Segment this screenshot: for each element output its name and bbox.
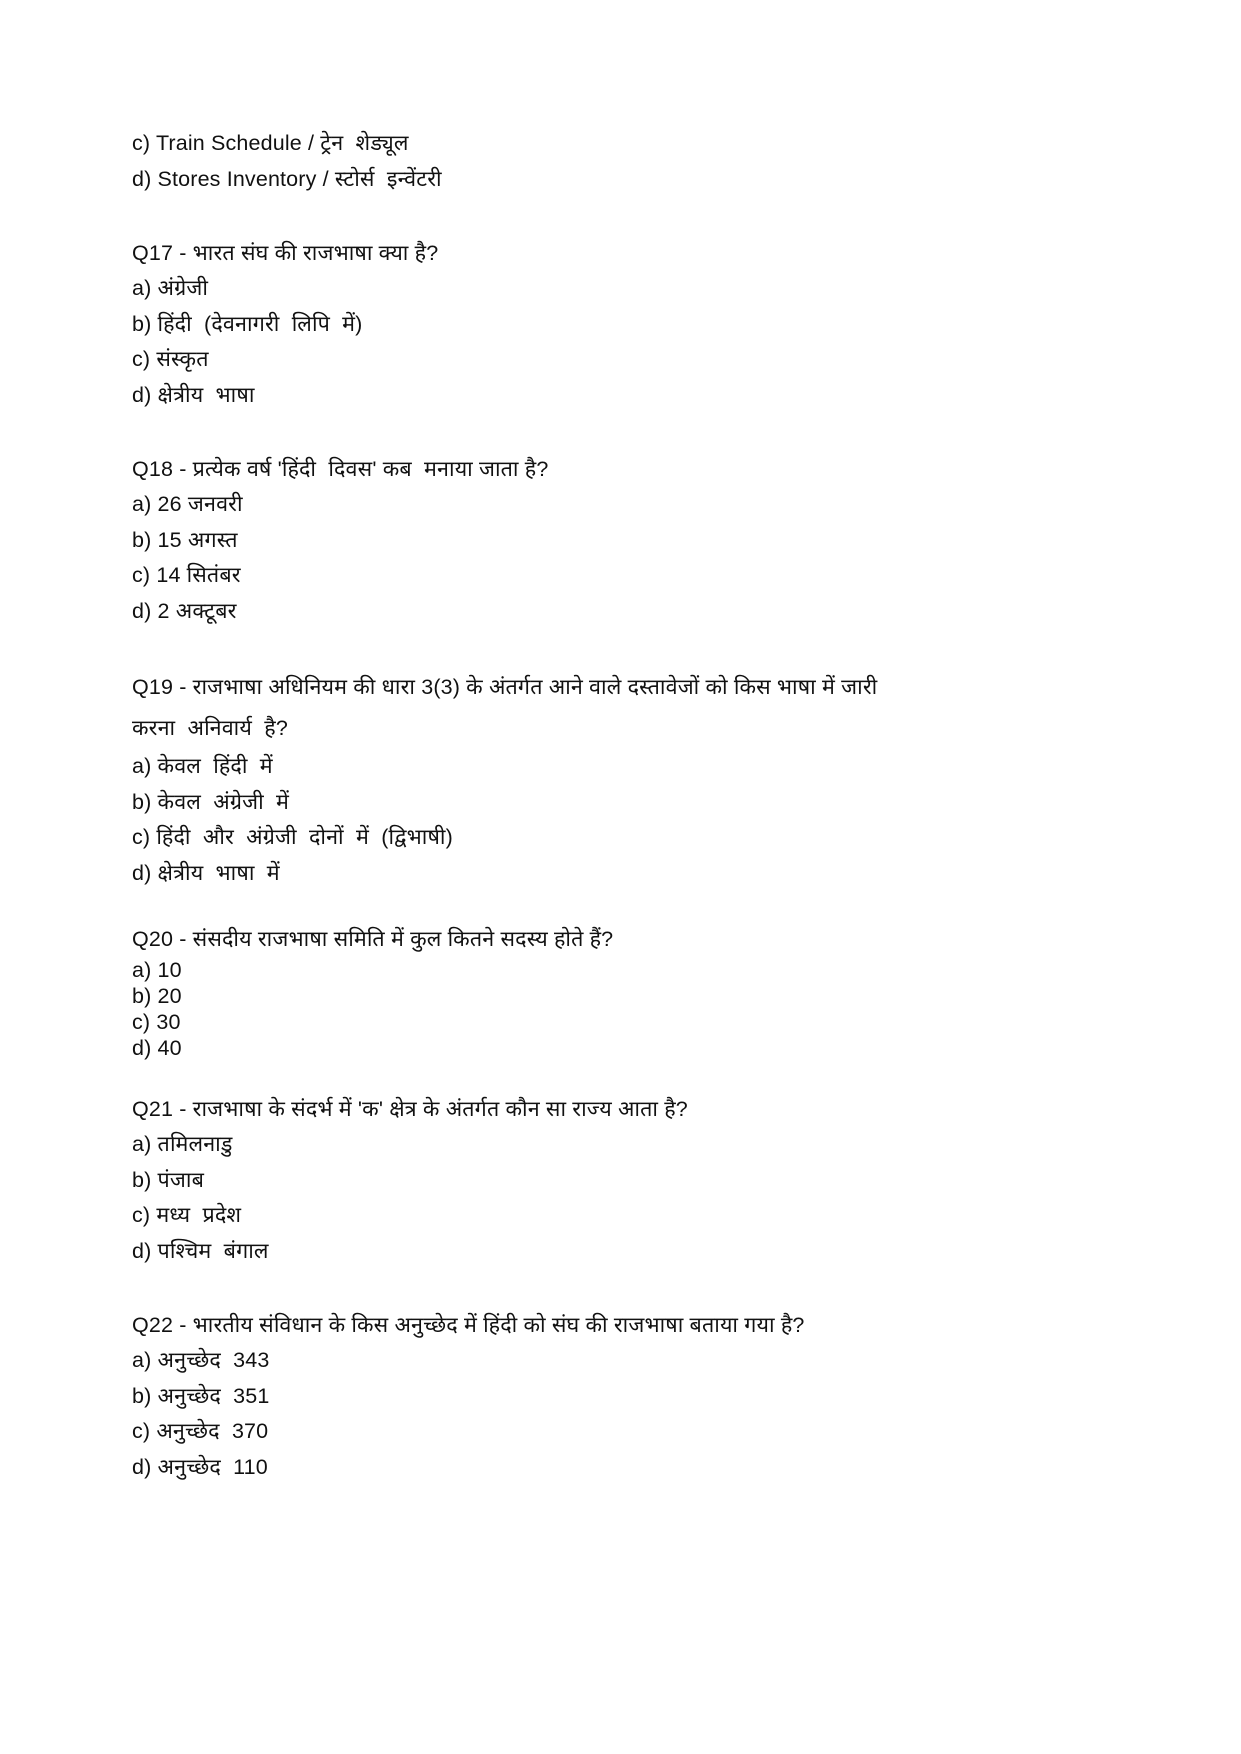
question-block-q20 bbox=[132, 921, 957, 1061]
block-spacer bbox=[132, 891, 957, 921]
option-item: d) 40 bbox=[132, 1036, 182, 1060]
block-spacer bbox=[132, 629, 957, 667]
question-prompt: Q18 - प्रत्येक वर्ष 'हिंदी दिवस' कब मनाया जाता है? bbox=[132, 457, 549, 481]
option-item: d) Stores Inventory / स्टोर्स इन्वेंटरी bbox=[132, 166, 442, 191]
option-item: c) 30 bbox=[132, 1010, 181, 1034]
carryover-options-block bbox=[132, 126, 957, 197]
question-prompt: Q17 - भारत संघ की राजभाषा क्या है? bbox=[132, 241, 439, 265]
option-item: c) मध्य प्रदेश bbox=[132, 1203, 242, 1227]
question-prompt: Q20 - संसदीय राजभाषा समिति में कुल कितने सदस्य होते हैं? bbox=[132, 927, 614, 951]
block-spacer bbox=[132, 197, 957, 235]
question-block-q17 bbox=[132, 235, 957, 413]
option-item: a) तमिलनाडु bbox=[132, 1132, 233, 1156]
option-item: a) अनुच्छेद 343 bbox=[132, 1348, 270, 1372]
option-item: d) क्षेत्रीय भाषा में bbox=[132, 860, 280, 885]
option-item: c) Train Schedule / ट्रेन शेड्यूल bbox=[132, 131, 409, 155]
document-content bbox=[132, 126, 957, 1485]
option-item: d) अनुच्छेद 110 bbox=[132, 1454, 268, 1479]
option-item: d) क्षेत्रीय भाषा bbox=[132, 382, 255, 407]
question-prompt: Q22 - भारतीय संविधान के किस अनुच्छेद में हिंदी को संघ की राजभाषा बताया गया है? bbox=[132, 1313, 805, 1337]
option-item: b) केवल अंग्रेजी में bbox=[132, 789, 290, 814]
option-item: b) पंजाब bbox=[132, 1167, 205, 1192]
question-block-q21 bbox=[132, 1091, 957, 1269]
question-block-q22 bbox=[132, 1307, 957, 1485]
option-item: b) अनुच्छेद 351 bbox=[132, 1383, 270, 1408]
option-item: a) 10 bbox=[132, 958, 182, 982]
question-prompt-line-2: करना अनिवार्य है? bbox=[132, 716, 288, 740]
option-item: d) 2 अक्टूबर bbox=[132, 598, 237, 623]
option-item: b) 20 bbox=[132, 984, 182, 1008]
option-item: c) 14 सितंबर bbox=[132, 563, 241, 587]
question-prompt: Q21 - राजभाषा के संदर्भ में 'क' क्षेत्र के अंतर्गत कौन सा राज्य आता है? bbox=[132, 1097, 688, 1121]
option-item: a) अंग्रेजी bbox=[132, 276, 209, 300]
option-item: c) अनुच्छेद 370 bbox=[132, 1419, 269, 1443]
option-item: b) 15 अगस्त bbox=[132, 527, 238, 552]
block-spacer bbox=[132, 1269, 957, 1307]
option-item: a) 26 जनवरी bbox=[132, 492, 243, 516]
question-block-q18 bbox=[132, 451, 957, 629]
option-item: b) हिंदी (देवनागरी लिपि में) bbox=[132, 311, 363, 336]
option-item: c) संस्कृत bbox=[132, 347, 209, 371]
question-prompt-line-1: Q19 - राजभाषा अधिनियम की धारा 3(3) के अंतर्गत आने वाले दस्तावेजों को किस भाषा में जारी bbox=[132, 675, 878, 699]
option-item: d) पश्चिम बंगाल bbox=[132, 1238, 269, 1263]
block-spacer bbox=[132, 413, 957, 451]
option-item: c) हिंदी और अंग्रेजी दोनों में (द्विभाषी) bbox=[132, 825, 453, 849]
option-item: a) केवल हिंदी में bbox=[132, 754, 273, 778]
question-block-q19 bbox=[132, 667, 957, 891]
block-spacer bbox=[132, 1061, 957, 1091]
